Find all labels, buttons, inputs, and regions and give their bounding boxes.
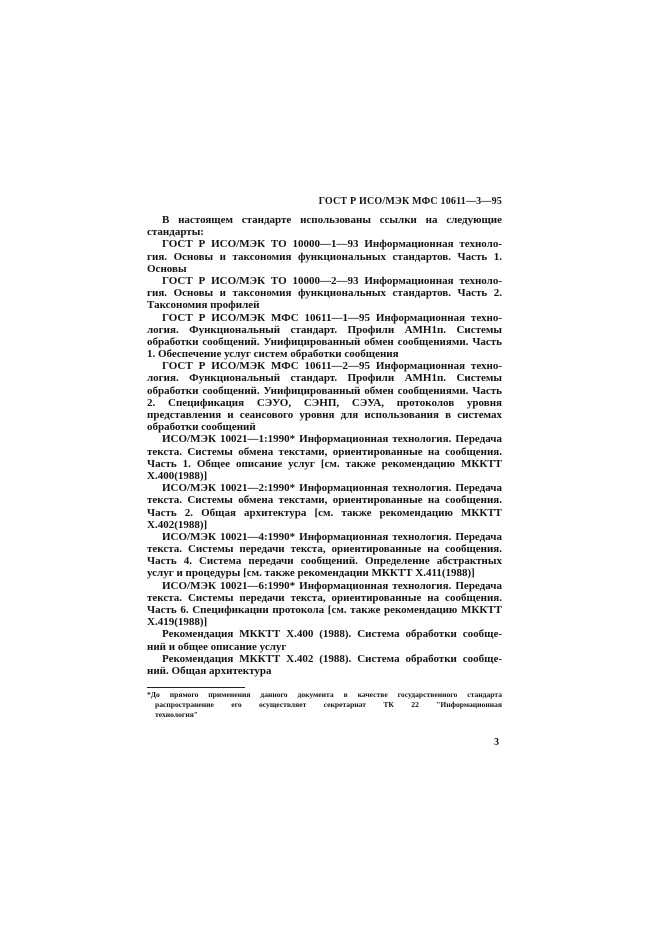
paragraph [147,482,502,531]
text-line: стандарты: [147,226,204,239]
text-line: Часть 1. Общее описание услуг [см. также рекомендацию МККТТ [147,457,502,470]
footnote-line: технология" [155,710,199,719]
paragraph [147,312,502,361]
paragraph [147,628,502,652]
footnote-line: распространение его осуществляет секретариат ТК 22 "Информационная [155,700,502,709]
text-line: Часть 4. Система передачи сообщений. Определение абстрактных [147,555,502,568]
text-line: ГОСТ Р ИСО/МЭК ТО 10000—1—93 Информационная техноло- [162,238,502,251]
text-line: логия. Функциональный стандарт. Профили АМН1п. Системы [147,323,502,336]
text-line: ний. Общая архитектура [147,664,272,677]
paragraph [147,360,502,433]
text-line: обработки сообщений [147,421,256,434]
text-line: ний и общее описание услуг [147,640,287,653]
text-line: текста. Системы обмена текстами, ориентированные на сообщения. [147,445,502,458]
text-line: ГОСТ Р ИСО/МЭК МФС 10611—2—95 Информационная техно- [162,360,502,373]
text-line: ГОСТ Р ИСО/МЭК ТО 10000—2—93 Информационная техноло- [162,274,502,287]
text-line: Х.400(1988)] [147,469,208,482]
text-line: ИСО/МЭК 10021—6:1990* Информационная технология. Передача [162,579,502,592]
paragraph [147,238,502,275]
text-line: ИСО/МЭК 10021—1:1990* Информационная технология. Передача [162,433,502,446]
text-line: обработки сообщений. Унифицированный обмен сообщениями. Часть [147,335,502,348]
paragraph [147,433,502,482]
paragraph [147,653,502,677]
text-line: Рекомендация МККТТ Х.402 (1988). Система обработки сообще- [162,652,502,665]
document-body [147,214,502,677]
paragraph [147,580,502,629]
document-header: ГОСТ Р ИСО/МЭК МФС 10611—3—95 [318,196,502,207]
text-line: Х.402(1988)] [147,518,208,531]
text-line: Часть 2. Общая архитектура [см. также рекомендацию МККТТ [147,506,502,519]
text-line: Таксономия профилей [147,299,260,312]
text-line: обработки сообщений. Унифицированный обмен сообщениями. Часть [147,384,502,397]
text-line: ГОСТ Р ИСО/МЭК МФС 10611—1—95 Информационная техно- [162,311,502,324]
text-line: Основы [147,262,187,275]
paragraph [147,214,502,238]
text-line: Х.419(1988)] [147,616,208,629]
text-line: ИСО/МЭК 10021—4:1990* Информационная технология. Передача [162,530,502,543]
text-line: текста. Системы обмена текстами, ориентированные на сообщения. [147,494,502,507]
text-line: текста. Системы передачи текста, ориентированные на сообщения. [147,591,502,604]
text-line: гия. Основы и таксономия функциональных стандартов. Часть 2. [147,287,502,300]
footnote-divider [147,687,245,688]
text-line: Часть 6. Спецификации протокола [см. также рекомендацию МККТТ [147,604,502,616]
text-line: текста. Системы передачи текста, ориентированные на сообщения. [147,543,502,556]
footnote-line: *До прямого применения данного документа в качестве государственного стандарта [147,690,502,699]
text-line: Рекомендация МККТТ Х.400 (1988). Система обработки сообще- [162,628,502,641]
paragraph [147,531,502,580]
text-line: услуг и процедуры [см. также рекомендации МККТТ Х.411(1988)] [147,567,475,580]
page-number: 3 [494,737,499,748]
text-line: В настоящем стандарте использованы ссылки на следующие [162,214,502,226]
paragraph [147,275,502,312]
text-line: логия. Функциональный стандарт. Профили АМН1п. Системы [147,372,502,385]
text-line: ИСО/МЭК 10021—2:1990* Информационная технология. Передача [162,482,502,495]
text-line: 1. Обеспечение услуг систем обработки сообщения [147,348,399,361]
footnote [147,690,502,720]
text-line: представления и сеансового уровня для использования в системах [147,409,502,421]
text-line: 2. Спецификация СЭУО, СЭНП, СЭУА, протоколов уровня [147,396,502,409]
text-line: гия. Основы и таксономия функциональных стандартов. Часть 1. [147,250,502,263]
